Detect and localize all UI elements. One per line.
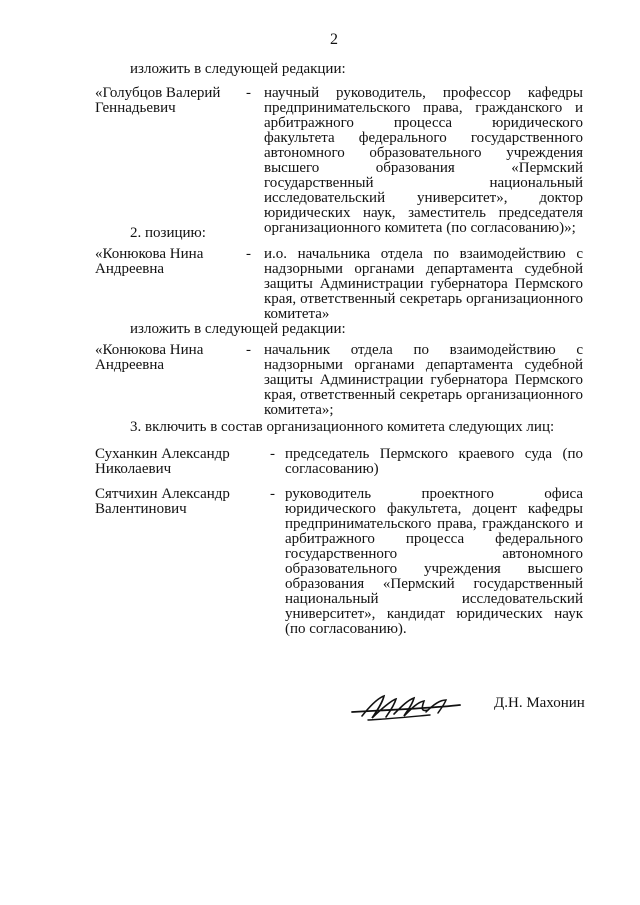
page-number: 2 — [330, 31, 338, 48]
item-3-heading: 3. включить в состав организационного комитета следующих лиц: — [130, 419, 555, 435]
member-description: начальник отдела по взаимодействию с надзорными органами департамента судебной защиты Администрации губернатора Пермского края, ответственный секретарь организационного комитета»; — [264, 342, 583, 418]
dash-separator: - — [270, 446, 275, 462]
member-name: «Конюкова Нина Андреевна — [95, 342, 204, 373]
intro-paragraph: изложить в следующей редакции: — [130, 321, 346, 337]
member-name: «Голубцов Валерий Геннадьевич — [95, 85, 221, 116]
member-description: руководитель проектного офиса юридического факультета, доцент кафедры предпринимательского права, гражданского и арбитражного процесса федерального государственного автономного образовательного учреждения высшего образования «Пермский государственный национальный исследовательский университет», кандидат юридических наук (по согласованию). — [285, 486, 583, 637]
member-description: научный руководитель, профессор кафедры предпринимательского права, гражданского и арбитражного процесса юридического факультета федерального государственного автономного образовательного учреждения высшего образования «Пермский государственный национальный исследовательский университет», доктор юридических наук, заместитель председателя организационного комитета (по согласованию)»; — [264, 85, 583, 236]
member-name: «Конюкова Нина Андреевна — [95, 246, 204, 277]
dash-separator: - — [246, 85, 251, 101]
dash-separator: - — [246, 246, 251, 262]
member-description: председатель Пермского краевого суда (по согласованию) — [285, 446, 583, 477]
signature-image — [348, 692, 463, 722]
member-description: и.о. начальника отдела по взаимодействию с надзорными органами департамента судебной защиты Администрации губернатора Пермского края, ответственный секретарь организационного комитета» — [264, 246, 583, 322]
dash-separator: - — [270, 486, 275, 502]
dash-separator: - — [246, 342, 251, 358]
member-name: Сятчихин Александр Валентинович — [95, 486, 230, 517]
intro-paragraph: изложить в следующей редакции: — [130, 61, 346, 77]
signatory-name: Д.Н. Махонин — [494, 695, 585, 711]
member-name: Суханкин Александр Николаевич — [95, 446, 230, 477]
item-2-heading: 2. позицию: — [130, 225, 206, 241]
